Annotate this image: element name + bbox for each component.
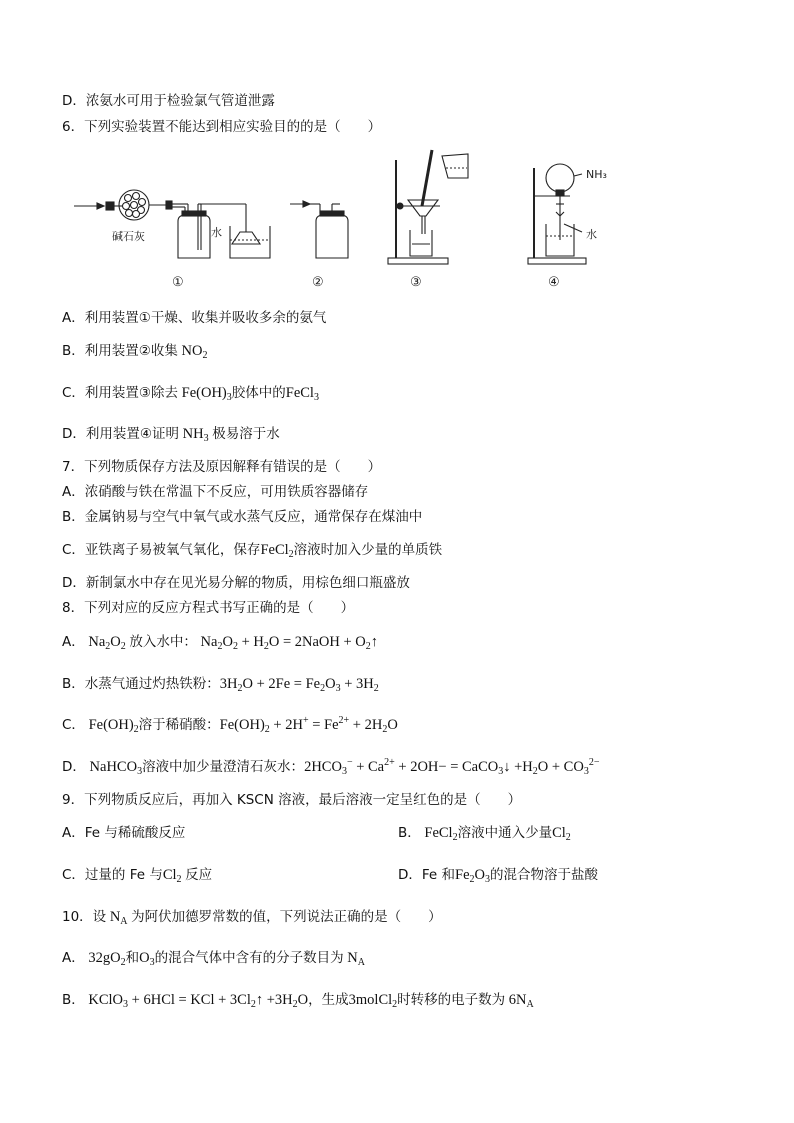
apparatus-3 [388,150,468,264]
q9-option-d: D．Fe 和$Fe_2O_3$的混合物溶于盐酸 [398,867,599,885]
q8-stem: 8．下列对应的反应方程式书写正确的是（ ） [62,600,355,616]
q7-option-d: D．新制氯水中存在见光易分解的物质，用棕色细口瓶盛放 [62,575,410,591]
q8-option-b: B．水蒸气通过灼热铁粉：$3H_2O + 2Fe = Fe_2O_3 + 3H_2$ [62,676,379,694]
q7-option-b: B．金属钠易与空气中氧气或水蒸气反应，通常保存在煤油中 [62,509,423,525]
q6-option-c: C．利用装置③除去 $Fe(OH)_3$胶体中的FeCl$_3$ [62,385,319,403]
q9-option-a: A．Fe 与稀硫酸反应 [62,825,186,841]
apparatus-4-number: ④ [548,275,560,290]
water-label-1: 水 [211,226,222,239]
q7-stem: 7．下列物质保存方法及原因解释有错误的是（ ） [62,459,382,475]
q10-option-a: A． $32gO_2$和$O_3$的混合气体中含有的分子数目为 $N_A$ [62,950,365,968]
q6-option-a: A．利用装置①干燥、收集并吸收多余的氨气 [62,310,327,326]
apparatus-1 [74,190,270,258]
q9-stem: 9．下列物质反应后，再加入 KSCN 溶液，最后溶液一定呈红色的是（ ） [62,792,522,808]
q6-stem: 6．下列实验装置不能达到相应实验目的的是（ ） [62,119,382,135]
q10-stem: 10．设 $N_A$ 为阿伏加德罗常数的值，下列说法正确的是（ ） [62,909,442,927]
apparatus-2 [290,201,348,258]
apparatus-2-number: ② [312,275,324,290]
q9-option-b: B． FeCl$_2$溶液中通入少量$Cl_2$ [398,825,571,843]
water-label-2: 水 [586,228,597,241]
q6-apparatus-figure [70,148,630,298]
apparatus-4 [528,164,586,264]
q8-option-c: C． $Fe(OH)_2$溶于稀硝酸：$Fe(OH)_2 + 2H^+ = Fe^{2+} + 2H_2O$ [62,715,398,735]
q6-option-b: B．利用装置②收集 $NO_2$ [62,343,208,361]
nh3-label: NH₃ [586,168,607,181]
soda-lime-label: 碱石灰 [112,230,145,243]
q7-option-a: A．浓硝酸与铁在常温下不反应，可用铁质容器储存 [62,484,369,500]
q7-option-c: C．亚铁离子易被氧气氧化，保存FeCl$_2$溶液时加入少量的单质铁 [62,542,443,560]
q8-option-d: D． NaHCO$_3$溶液中加少量澄清石灰水：$2HCO_3^- + Ca^{2+} + 2OH-$ = CaCO$_3$↓ $+H_2O + CO_3^{2-}$ [62,757,600,777]
apparatus-1-number: ① [172,275,184,290]
q10-option-b: B． KClO$_3$ + 6HCl = KCl + $3Cl_2↑ +3H_2O$，生成3molCl$_2$时转移的电子数为 $6N_A$ [62,992,534,1010]
q8-option-a: A． $Na_2O_2$ 放入水中： $Na_2O_2 + H_2O$ = 2NaOH + $O_2↑$ [62,634,378,652]
q5-option-d: D．浓氨水可用于检验氯气管道泄露 [62,93,275,109]
q6-option-d: D．利用装置④证明 $NH_3$ 极易溶于水 [62,426,280,444]
q9-option-c: C．过量的 Fe 与$Cl_2$ 反应 [62,867,213,885]
apparatus-3-number: ③ [410,275,422,290]
